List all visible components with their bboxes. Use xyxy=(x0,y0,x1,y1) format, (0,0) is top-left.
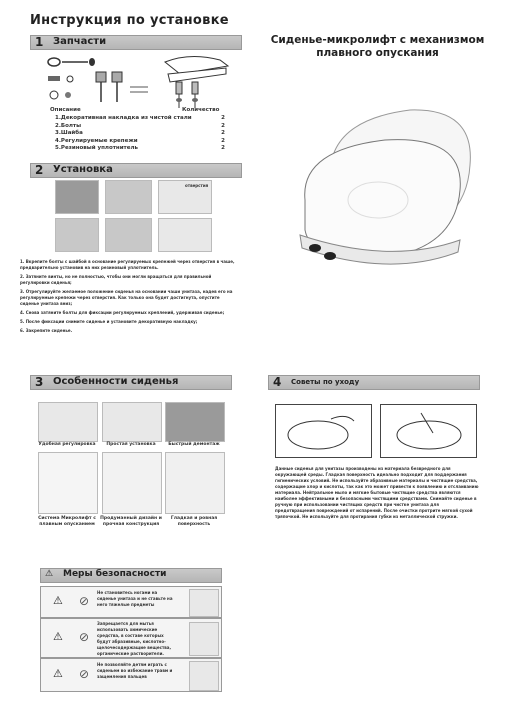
care-image-2 xyxy=(380,404,477,458)
section-title: Меры безопасности xyxy=(63,569,167,579)
install-photo-3 xyxy=(158,180,212,214)
feature-photo-remove xyxy=(165,402,225,442)
rubber-seal-icon xyxy=(48,76,60,81)
feature-caption: Гладкая и ровная поверхность xyxy=(170,516,218,527)
parts-row: 2.Болты 2 xyxy=(55,122,225,129)
install-callout: отверстия xyxy=(185,183,209,188)
section-title: Советы по уходу xyxy=(291,378,360,386)
install-step: 5. После фиксации снимите сиденье и установите декоративную накладку; xyxy=(20,319,198,324)
warning-icon: ⚠ xyxy=(45,569,54,579)
section-safety-header xyxy=(40,568,222,583)
parts-col-desc: Описание xyxy=(50,107,81,113)
feature-caption: Продуманный дизайн и прочная конструкция xyxy=(100,516,162,527)
install-step: 2. Затяните винты, но не полностью, чтобы они могли вращаться для правильной регулировки сиденья; xyxy=(20,274,212,285)
section-title: Особенности сиденья xyxy=(53,376,179,387)
seat-clean-icon xyxy=(381,405,476,457)
parts-list xyxy=(55,115,225,153)
parts-row: 5.Резиновый уплотнитель 2 xyxy=(55,145,225,151)
parts-diagram xyxy=(40,52,240,112)
page-title: Инструкция по установке xyxy=(30,13,229,28)
warning-icon: ⚠ xyxy=(53,630,63,643)
install-step: 6. Закрепите сиденье. xyxy=(20,328,73,333)
install-step: 1. Вкрепите болты с шайбой в основание регулируемых крепежей через отверстия в чаше, предварительно установив на них резиновый уплотнитель. xyxy=(20,259,235,270)
prohibited-icon: ⊘ xyxy=(79,667,90,681)
parts-row: 1.Декоративная накладка из чистой стали 2 xyxy=(55,115,225,121)
section-title: Запчасти xyxy=(53,36,107,47)
safety-photo xyxy=(189,622,219,656)
feature-caption: Удобная регулировка xyxy=(38,442,96,447)
toilet-seat-diagram-icon xyxy=(165,56,228,108)
fixing-bracket-icon xyxy=(96,72,122,102)
section-care-header xyxy=(268,375,480,390)
section-number: 3 xyxy=(35,375,44,389)
feature-caption: Быстрый демонтаж xyxy=(168,442,220,447)
safety-row xyxy=(40,658,222,692)
feature-photo-design xyxy=(102,452,162,514)
safety-text: Запрещается для мытья использовать химические средства, в составе которых будут абразивные, кислотно-щелочесодержащие вещества, органические растворители. xyxy=(97,621,172,656)
prohibited-icon: ⊘ xyxy=(79,630,90,644)
safety-text: Не становитесь ногами на сиденье унитаза и не ставьте на него тяжелые предметы xyxy=(97,590,173,607)
safety-row xyxy=(40,586,222,618)
install-photo-5 xyxy=(105,218,152,252)
safety-photo xyxy=(189,589,219,617)
parts-row: 3.Шайба 2 xyxy=(55,130,225,136)
install-photo-2 xyxy=(105,180,152,214)
install-photo-6 xyxy=(158,218,212,252)
safety-row xyxy=(40,618,222,658)
warning-icon: ⚠ xyxy=(53,667,63,680)
feature-caption: Система Микролифт с плавным опусканием xyxy=(38,516,96,527)
install-photo-4 xyxy=(55,218,99,252)
safety-photo xyxy=(189,661,219,691)
seat-wipe-icon xyxy=(276,405,371,457)
product-title: Сиденье-микролифт с механизмом плавного опускания xyxy=(270,34,485,59)
install-photo-1 xyxy=(55,180,99,214)
care-text: Данные сиденья для унитазы производены из материала безвредного для окружающей среды. Гладкая поверхность идеально подходит для поддержания гигиенических условий. Не используйте абразивные материалы и чистящие средства, содержащие хлор и кислоты, так как это может привести к появлению и отслаиванию материала. Нейтральное мыло и мягкие бытовые чистящие средства являются наиболее эффективными и безопасными чистящими средствами. Снимайте сиденье в ручную при использовании чистящих средств при чистке унитаза для предотвращения повреждений от испарений. После очистки протрите мягкой сухой тряпочкой. Не используйте для протирания губки из металлической стружки. xyxy=(275,466,479,519)
section-number: 2 xyxy=(35,163,44,177)
prohibited-icon: ⊘ xyxy=(79,594,90,608)
section-number: 4 xyxy=(273,375,282,389)
feature-photo-microlift xyxy=(38,452,98,514)
parts-col-qty: Количество xyxy=(182,107,220,113)
feature-caption: Простая установка xyxy=(106,442,156,447)
install-step: 3. Отрегулируйте желаемое положение сиденья на основании чаши унитаза, надев его на регулируемые крепежи через отверстия. Как только она будет достигнута, опустите сиденье унитаза вниз; xyxy=(20,289,233,306)
install-steps xyxy=(20,259,240,334)
install-step: 4. Снова затяните болты для фиксации регулируемых креплений, удерживая сиденье; xyxy=(20,310,225,315)
feature-photo-install xyxy=(102,402,162,442)
washer-icon xyxy=(48,58,60,66)
care-image-1 xyxy=(275,404,372,458)
warning-icon: ⚠ xyxy=(53,594,63,607)
section-install-header xyxy=(30,163,242,178)
section-title: Установка xyxy=(53,164,113,175)
safety-text: Не позволяйте детям играть с сиденьем во избежание травм и защемления пальцев xyxy=(97,662,173,679)
feature-photo-surface xyxy=(165,452,225,514)
parts-row: 4.Регулируемые крепежи 2 xyxy=(55,137,225,144)
section-parts-header xyxy=(30,35,242,50)
section-features-header xyxy=(30,375,232,390)
toilet-seat-image xyxy=(270,80,480,280)
feature-photo-adjust xyxy=(38,402,98,442)
section-number: 1 xyxy=(35,35,44,49)
